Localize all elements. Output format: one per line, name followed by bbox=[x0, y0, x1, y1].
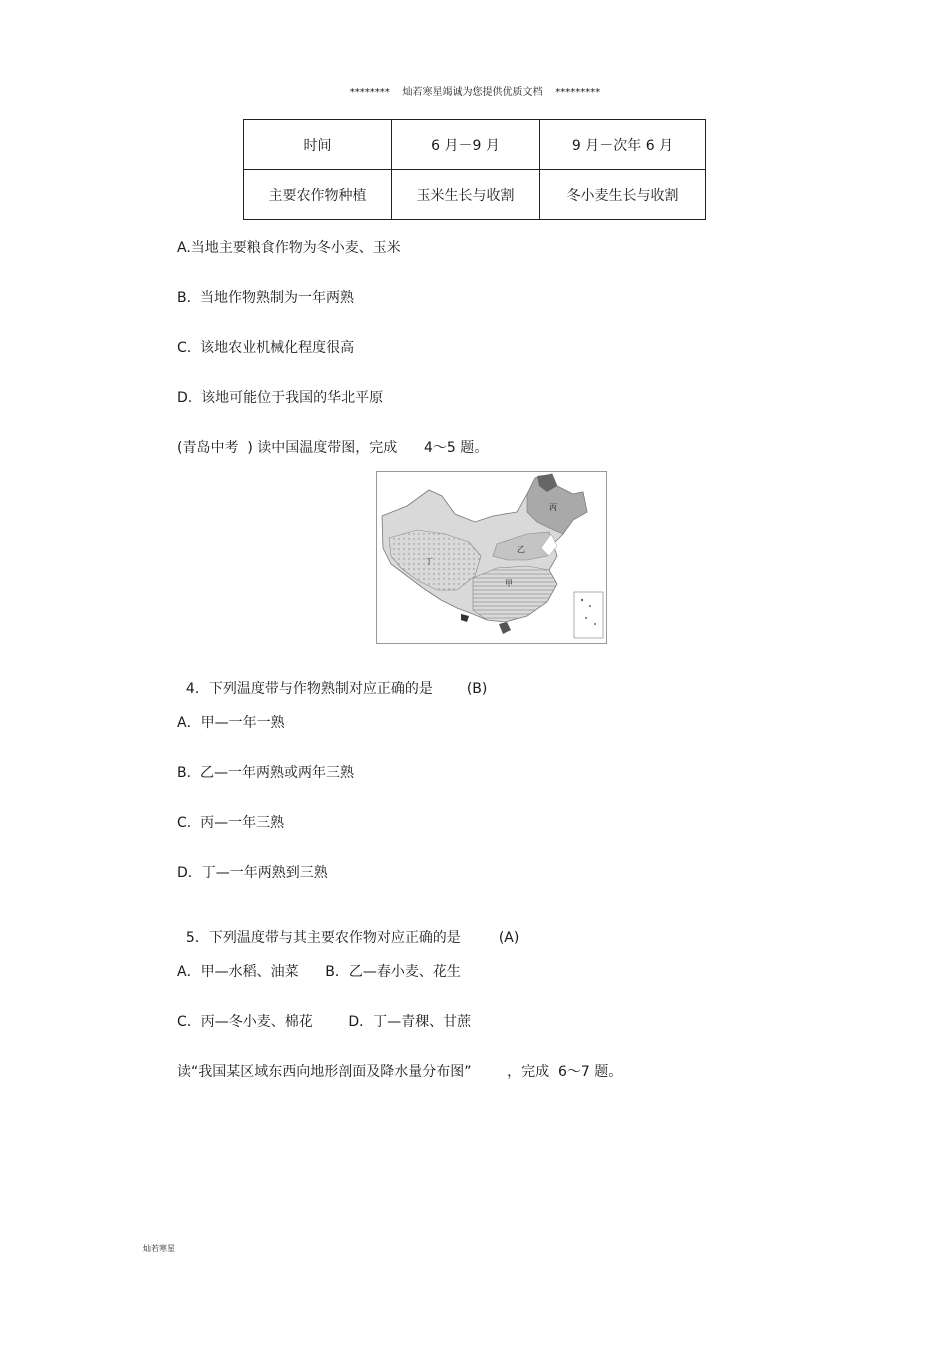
page-header: ******** 灿若寒星竭诚为您提供优质文档 ********* bbox=[349, 87, 601, 98]
table-row bbox=[244, 120, 706, 170]
q5-line bbox=[177, 911, 519, 947]
island bbox=[499, 622, 511, 634]
map-label-jia: 甲 bbox=[505, 579, 513, 588]
table-cell: 时间 bbox=[244, 120, 392, 170]
table-cell: 主要农作物种植 bbox=[244, 170, 392, 220]
map-image bbox=[377, 472, 606, 643]
q3-option-d: D. 该地可能位于我国的华北平原 bbox=[177, 390, 384, 406]
table-row bbox=[244, 170, 706, 220]
table-cell: 6 月－9 月 bbox=[392, 120, 540, 170]
table-cell: 玉米生长与收割 bbox=[392, 170, 540, 220]
q3-option-c: C. 该地农业机械化程度很高 bbox=[177, 340, 355, 356]
crop-schedule-table bbox=[243, 119, 706, 220]
china-temperature-zone-map bbox=[376, 471, 607, 644]
intro-questions-6-7: 读“我国某区域东西向地形剖面及降水量分布图” ，完成 6～7 题。 bbox=[177, 1064, 623, 1080]
q4-option-d: D．丁—一年两熟到三熟 bbox=[177, 865, 328, 881]
q4-line bbox=[177, 662, 487, 698]
table-cell: 9 月－次年 6 月 bbox=[540, 120, 706, 170]
island bbox=[461, 614, 469, 622]
map-label-bing: 丙 bbox=[549, 503, 557, 512]
q4-option-a: A．甲—一年一熟 bbox=[177, 715, 285, 731]
table-cell: 冬小麦生长与收割 bbox=[540, 170, 706, 220]
page-footer: 灿若寒星 bbox=[143, 1244, 175, 1253]
q3-option-b: B. 当地作物熟制为一年两熟 bbox=[177, 290, 354, 306]
map-label-ding: 丁 bbox=[425, 557, 433, 566]
map-label-yi: 乙 bbox=[517, 545, 525, 554]
intro-questions-4-5: (青岛中考 ) 读中国温度带图，完成 4～5 题。 bbox=[177, 440, 489, 456]
q5-options-ab: A．甲—水稻、油菜 B．乙—春小麦、花生 bbox=[177, 964, 461, 980]
zone-jia bbox=[473, 566, 557, 622]
q4-stem: 4．下列温度带与作物熟制对应正确的是 bbox=[185, 681, 433, 697]
q5-stem: 5．下列温度带与其主要农作物对应正确的是 bbox=[185, 930, 461, 946]
q4-option-c: C. 丙—一年三熟 bbox=[177, 815, 285, 831]
q4-answer: (B) bbox=[466, 681, 488, 697]
q5-answer: (A) bbox=[498, 930, 520, 946]
south-sea-inset bbox=[574, 592, 603, 638]
q4-option-b: B. 乙—一年两熟或两年三熟 bbox=[177, 765, 354, 781]
q5-options-cd: C．丙—冬小麦、棉花 D．丁—青稞、甘蔗 bbox=[177, 1014, 472, 1030]
q3-option-a: A.当地主要粮食作物为冬小麦、玉米 bbox=[177, 240, 401, 256]
